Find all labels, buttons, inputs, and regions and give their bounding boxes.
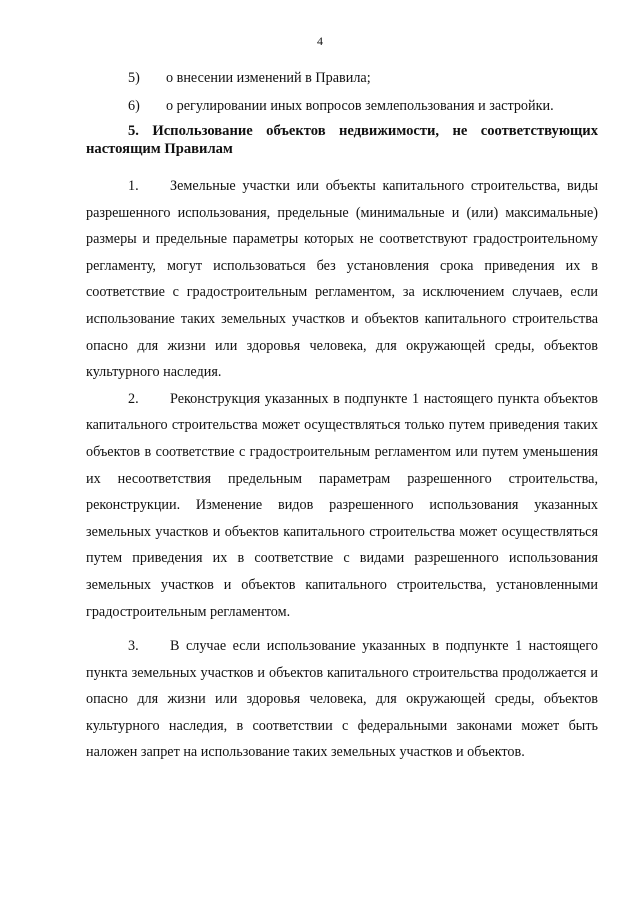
list-item-number: 6) [128,98,140,114]
list-item-text: о регулировании иных вопросов землепользования и застройки. [166,98,554,114]
list-item-number: 5) [128,70,140,86]
paragraph-3 [86,633,598,766]
paragraph-number: 2. [128,390,139,407]
paragraph-text: Земельные участки или объекты капитального строительства, виды разрешенного использования, предельные (минимальные и (или) максимальные) размеры и предельные параметры которых не соответствуют градостроительному регламенту, могут использоваться без установления срока приведения их в соответствие с градостроительным регламентом, за исключением случаев, если использование таких земельных участков и объектов капитального строительства опасно для жизни или здоровья человека, для окружающей среды, объектов культурного наследия. [86,178,598,381]
section-heading: 5. Использование объектов недвижимости, не соответствующих настоящим Правилам [86,123,598,157]
paragraph-text: Реконструкция указанных в подпункте 1 настоящего пункта объектов капитального строительства может осуществляться только путем приведения таких объектов в соответствие с градостроительным регламентом или путем уменьшения их несоответствия предельным параметрам разрешенного строительства, реконструкции. Изменение видов разрешенного использования указанных земельных участков и объектов капитального строительства может осуществляться путем приведения их в соответствие с видами разрешенного использования земельных участков и объектов капитального строительства, установленными градостроительным регламентом. [86,390,598,620]
list-item [86,92,598,120]
paragraph-text: В случае если использование указанных в подпункте 1 настоящего пункта земельных участков и объектов капитального строительства продолжается и опасно для жизни или здоровья человека, для окружающей среды, объектов культурного наследия, в соответствии с федеральными законами может быть наложен запрет на использование таких земельных участков и объектов. [86,638,598,761]
paragraph-number: 1. [128,178,139,194]
list-item-text: о внесении изменений в Правила; [166,70,371,86]
paragraph-number: 3. [128,638,139,655]
page-number: 4 [317,34,323,48]
paragraph-2 [86,386,598,625]
paragraph-1 [86,173,598,386]
list-item [86,64,598,92]
page-content [86,64,598,766]
